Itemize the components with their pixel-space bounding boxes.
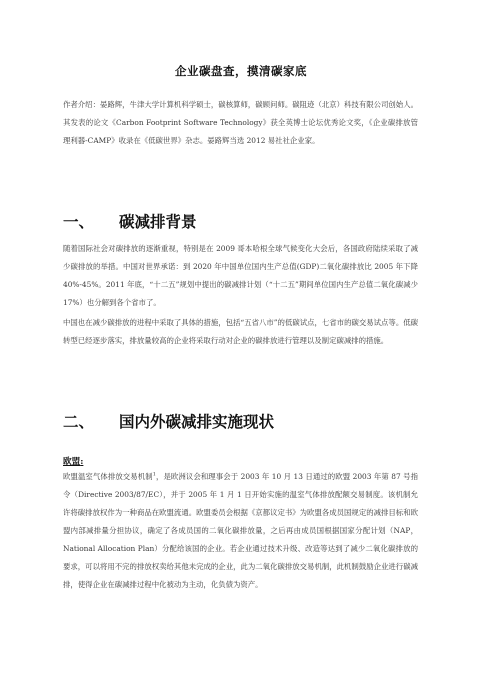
- section-2-title: 国内外碳减排实施现状: [119, 412, 275, 431]
- section-1-title: 碳减排背景: [119, 212, 197, 231]
- subsection-eu-title: 欧盟: [63, 457, 81, 467]
- author-intro: 作者介绍：晏路辉，牛津大学计算机科学硕士，碳核算师，碳顾问师。碳阻迹（北京）科技有限公司创始人。其发表的论文《Carbon Footprint Software Technology》获全英博士论坛优秀论文奖，《企业碳排放管理利器-CAMP》收录在《低碳世界》杂志。晏路辉当选 2012 易社社企业家。: [63, 100, 418, 145]
- footnote-marker[interactable]: 1: [152, 471, 156, 478]
- section-2-paragraph-1: [63, 468, 418, 594]
- page-title: 企业碳盘查，摸清碳家底: [175, 64, 307, 78]
- section-2-number: 二、: [63, 412, 95, 431]
- subsection-eu-heading: [63, 455, 83, 467]
- section-1-heading: [63, 210, 197, 232]
- subsection-eu-colon: :: [80, 457, 84, 467]
- section-2-heading: [63, 410, 274, 432]
- section-1-number: 一、: [63, 212, 95, 231]
- section-1-paragraph-2: 中国也在减少碳排放的进程中采取了具体的措施，包括“五省八市”的低碳试点，七省市的碳交易试点等。低碳转型已经逐步落实，排放量较高的企业将采取行动对企业的碳排放进行管理以及制定碳减排的措施。: [63, 318, 418, 345]
- paragraph-text-rest: ，是欧洲议会和理事会于 2003 年 10 月 13 日通过的欧盟 2003 年第 87 号指令（Directive 2003/87/EC），并于 2005 年 1 月 1 日开始实施的温室气体排放配额交易制度。该机制允许将碳排放权作为一种商品在欧盟流通。欧盟委员会根据《京都议定书》为欧盟各成员国规定的减排目标和欧盟内部减排量分担协议，确定了各成员国的二氧化碳排放量，之后再由成员国根据国家分配计划（NAP，National Allocation Plan）分配给该国的企业。若企业通过技术升级、改造等达到了减少二氧化碳排放的要求，可以将用不完的排放权卖给其他未完成的企业，此为二氧化碳排放交易机制，此机制鼓励企业进行碳减排，使得企业在碳减排过程中化被动为主动，化负债为资产。: [63, 472, 418, 589]
- paragraph-text-start: 欧盟温室气体排放交易机制: [63, 472, 153, 481]
- section-1-paragraph-1: 随着国际社会对碳排放的逐渐重视，特别是在 2009 哥本哈根全球气候变化大会后，各国政府陆续采取了减少碳排放的举措。中国对世界承诺：到 2020 年中国单位国内生产总值(GDP)二氧化碳排放比 2005 年下降 40%-45%。2011 年底，“十二五”规划中提出的碳减排计划（“十二五”期间单位国内生产总值二氧化碳减少 17%）也分解到各个省市了。: [63, 244, 418, 307]
